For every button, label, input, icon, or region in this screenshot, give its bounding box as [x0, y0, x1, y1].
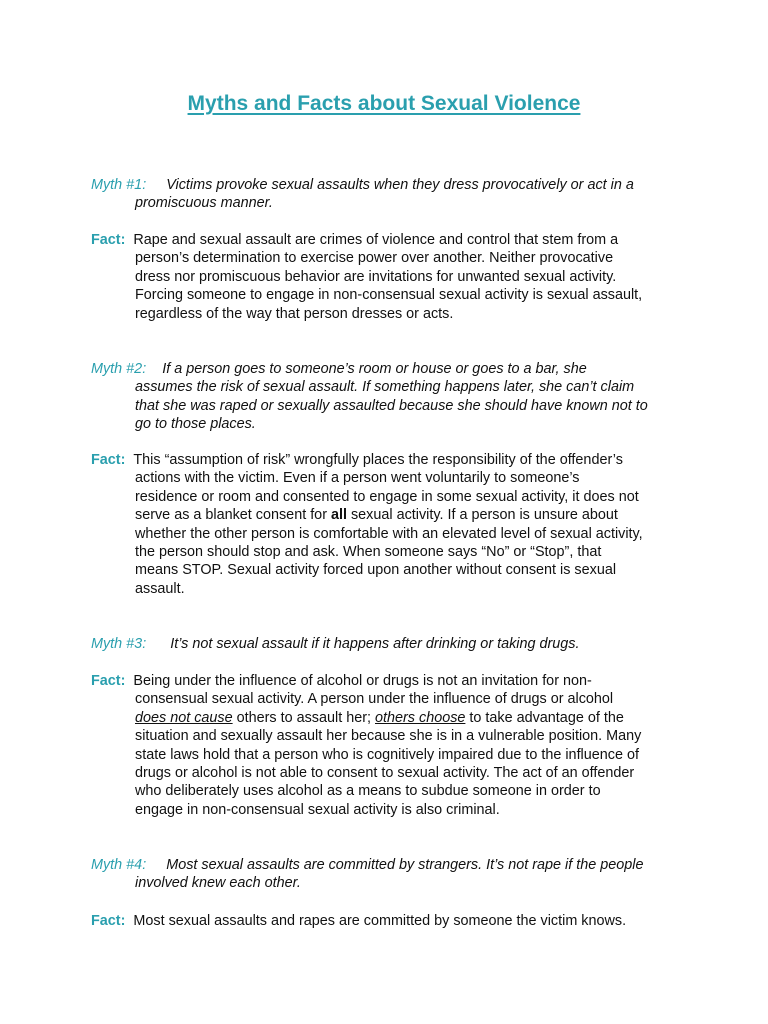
fact-1-label: Fact: [91, 232, 126, 248]
fact-2-line-1 [91, 451, 691, 469]
fact-1-text-2: person’s determination to exercise power over another. Neither provocative [135, 250, 614, 267]
fact-2-text-7: means STOP. Sexual activity forced upon another without consent is sexual [135, 562, 617, 579]
myth-4-label: Myth #4: [91, 857, 147, 873]
myth-2-label: Myth #2: [91, 361, 147, 377]
fact-1-text-5: regardless of the way that person dresses or acts. [135, 305, 454, 322]
fact-2-line-6 [91, 543, 691, 561]
fact-2-text-6: the person should stop and ask. When someone says “No” or “Stop”, that [135, 544, 602, 561]
fact-2-line-8 [91, 580, 691, 598]
fact-3-line-7 [91, 782, 691, 800]
fact-2-text-5: whether the other person is comfortable with an elevated level of sexual activity, [135, 525, 643, 542]
myth-1-line-2 [91, 194, 691, 212]
myth-4-text-1: Most sexual assaults are committed by strangers. It’s not rape if the people [166, 857, 644, 873]
myth-3-text-1: It’s not sexual assault if it happens after drinking or taking drugs. [170, 636, 580, 652]
fact-1-text-1: Rape and sexual assault are crimes of violence and control that stem from a [133, 232, 619, 248]
myth-2 [91, 360, 691, 434]
fact-3-emphasis-others-choose: others choose [375, 709, 466, 726]
fact-2-line-4 [91, 506, 691, 524]
fact-1-text-4: Forcing someone to engage in non-consensual sexual activity is sexual assault, [135, 287, 643, 304]
fact-3-text-2: consensual sexual activity. A person under the influence of drugs or alcohol [135, 691, 614, 708]
fact-3-text-1: Being under the influence of alcohol or drugs is not an invitation for non- [133, 673, 592, 689]
fact-2-text-3: residence or room and consented to engage in some sexual activity, it does not [135, 488, 639, 505]
myth-4 [91, 856, 691, 893]
fact-3-label: Fact: [91, 673, 126, 689]
fact-3-line-2 [91, 690, 691, 708]
myth-2-line-1 [91, 360, 691, 378]
fact-1-line-3 [91, 268, 691, 286]
myth-1-text-1: Victims provoke sexual assaults when they dress provocatively or act in a [166, 177, 634, 193]
myth-3-label: Myth #3: [91, 636, 147, 652]
fact-3-line-3 [91, 709, 691, 727]
fact-1 [91, 231, 691, 323]
myth-3 [91, 635, 691, 653]
fact-2-text-2: actions with the victim. Even if a person went voluntarily to someone’s [135, 470, 580, 487]
myth-1-text-2: promiscuous manner. [135, 195, 273, 212]
fact-3-text-8: engage in non-consensual sexual activity is also criminal. [135, 801, 500, 818]
fact-3-line-8 [91, 801, 691, 819]
myth-2-line-4 [91, 415, 691, 433]
fact-4-text-1: Most sexual assaults and rapes are committed by someone the victim knows. [133, 913, 627, 929]
fact-2-text-1: This “assumption of risk” wrongfully places the responsibility of the offender’s [133, 452, 623, 468]
fact-3-text-5: state laws hold that a person who is cognitively impaired due to the influence of [135, 746, 639, 763]
fact-3-line-1 [91, 672, 691, 690]
fact-1-text-3: dress nor promiscuous behavior are invitations for unwanted sexual activity. [135, 268, 617, 285]
fact-2-text-4a: serve as a blanket consent for [135, 507, 331, 524]
fact-1-line-1 [91, 231, 691, 249]
fact-3-text-3b: others to assault her; [232, 709, 375, 726]
fact-4-label: Fact: [91, 913, 126, 929]
myth-4-line-2 [91, 874, 691, 892]
myth-1 [91, 176, 691, 213]
fact-3-text-4: situation and sexually assault her because she is in a vulnerable position. Many [135, 728, 642, 745]
fact-3-line-5 [91, 746, 691, 764]
fact-3-line-4 [91, 727, 691, 745]
myth-4-line-1 [91, 856, 691, 874]
fact-2 [91, 451, 691, 598]
fact-2-line-5 [91, 525, 691, 543]
fact-2-line-7 [91, 561, 691, 579]
fact-3-text-3d: to take advantage of the [465, 709, 624, 726]
fact-3-text-6: drugs or alcohol is not able to consent to sexual activity. The act of an offender [135, 765, 635, 782]
myth-2-text-2: assumes the risk of sexual assault. If something happens later, she can’t claim [135, 379, 635, 396]
fact-1-line-4 [91, 286, 691, 304]
myth-1-label: Myth #1: [91, 177, 147, 193]
fact-4-line-1 [91, 912, 691, 930]
myth-2-line-2 [91, 378, 691, 396]
fact-2-text-4c: sexual activity. If a person is unsure about [346, 507, 618, 524]
fact-3 [91, 672, 691, 819]
fact-1-line-2 [91, 249, 691, 267]
fact-2-line-2 [91, 469, 691, 487]
myth-2-text-4: go to those places. [135, 416, 256, 433]
fact-2-emphasis-all: all [330, 507, 347, 524]
myth-2-line-3 [91, 397, 691, 415]
fact-3-emphasis-does-not-cause: does not cause [135, 709, 233, 726]
fact-1-line-5 [91, 305, 691, 323]
fact-2-label: Fact: [91, 452, 126, 468]
fact-4 [91, 912, 691, 930]
myth-3-line-1 [91, 635, 691, 653]
fact-3-text-7: who deliberately uses alcohol as a means to subdue someone in order to [135, 783, 601, 800]
myth-2-text-3: that she was raped or sexually assaulted because she should have known not to [135, 397, 648, 414]
myth-2-text-1: If a person goes to someone’s room or house or goes to a bar, she [162, 361, 587, 377]
myth-1-line [91, 176, 691, 194]
fact-3-line-6 [91, 764, 691, 782]
document-title: Myths and Facts about Sexual Violence [187, 92, 581, 115]
myth-4-text-2: involved knew each other. [135, 875, 301, 892]
fact-2-line-3 [91, 488, 691, 506]
fact-2-text-8: assault. [135, 580, 185, 597]
